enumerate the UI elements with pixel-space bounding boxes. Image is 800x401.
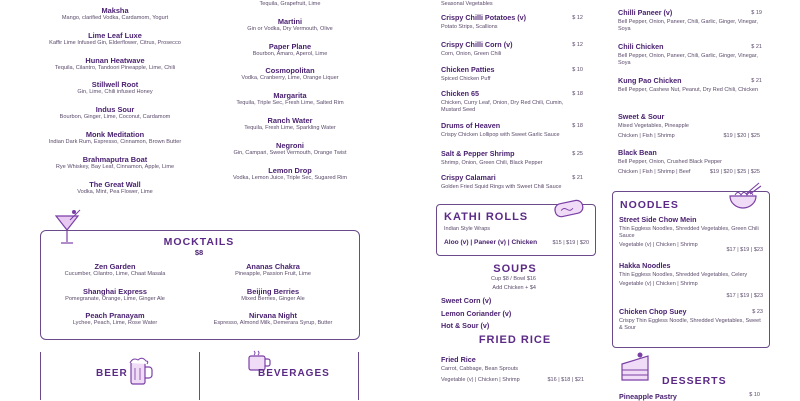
menu-item-price: $ 18: [572, 91, 583, 97]
menu-item-price: $ 25: [572, 151, 583, 157]
drink-desc: Vodka, Cranberry, Lime, Orange Liquer: [241, 75, 339, 82]
menu-item-price: $17 | $19 | $23: [726, 293, 763, 299]
kathi-rolls-desc: Indian Style Wraps: [444, 226, 491, 232]
drink-desc: Mixed Berries, Ginger Ale: [241, 295, 305, 302]
drink-name: Brahmaputra Boat: [82, 154, 148, 164]
beverages-title: BEVERAGES: [258, 368, 330, 379]
drink-item: [30, 155, 200, 171]
fried-rice-desc: Carrot, Cabbage, Bean Sprouts: [441, 366, 519, 372]
drink-desc: Lychee, Peach, Lime, Rose Water: [72, 320, 158, 326]
drink-desc: Bourbon, Amaro, Aperol, Lime: [252, 50, 328, 57]
soup-item: Hot & Sour (v): [441, 321, 490, 330]
menu-item-desc: Crispy Thin Eggless Noodle, Shredded Vegetables, Sweet & Sour: [619, 318, 761, 331]
drink-name: Lime Leaf Luxe: [88, 30, 142, 40]
menu-item-desc: Spiced Chicken Puff: [441, 76, 491, 82]
drink-desc: Pomegranate, Orange, Lime, Ginger Ale: [65, 295, 165, 302]
menu-item-name: Kung Pao Chicken: [618, 76, 682, 85]
drink-desc: Gin or Vodka, Dry Vermouth, Olive: [247, 25, 333, 32]
menu-item-desc: Crispy Chicken Lollipop with Sweet Garlic Sauce: [441, 132, 560, 138]
fried-rice-name: Fried Rice: [441, 355, 476, 364]
menu-item-desc: Potato Strips, Scallions: [441, 24, 498, 30]
menu-item-name: Chili Chicken: [618, 42, 664, 51]
drink-desc: Tequila, Cilantro, Tandoori Pineapple, Lime, Chili: [54, 64, 176, 71]
menu-item: [441, 121, 583, 139]
drink-item: [40, 311, 190, 327]
divider-center: [199, 352, 200, 400]
menu-item-desc: Bell Pepper, Onion, Paneer, Chili, Garlic, Ginger, Vinegar, Soya: [618, 53, 758, 66]
fried-rice-price: $16 | $18 | $21: [547, 377, 584, 383]
kathi-rolls-options: Aloo (v) | Paneer (v) | Chicken: [444, 239, 538, 246]
drink-desc: Vodka, Mint, Pea Flower, Lime: [77, 188, 153, 195]
soups-title: SOUPS: [493, 263, 537, 275]
divider-right: [358, 352, 359, 400]
mocktails-price: $8: [194, 248, 204, 257]
menu-item-price: $ 21: [751, 44, 762, 50]
drink-desc: Bourbon, Ginger, Lime, Coconut, Cardamom: [59, 114, 171, 121]
noodle-bowl-icon: [726, 182, 762, 212]
menu-item: [619, 307, 763, 332]
fried-rice-title: FRIED RICE: [478, 334, 552, 346]
menu-item: [618, 8, 762, 33]
menu-item-name: Crispy Chilli Corn (v): [441, 40, 513, 49]
drink-item: [40, 262, 190, 278]
drink-name: Zen Garden: [94, 262, 136, 271]
menu-item: [618, 42, 762, 67]
dessert-item-name: Pineapple Pastry: [619, 392, 677, 401]
black-bean-name: Black Bean: [618, 148, 657, 157]
drink-name: Lemon Drop: [268, 165, 312, 175]
drink-name: Ranch Water: [267, 116, 313, 125]
drink-name: Margarita: [273, 91, 307, 101]
sweet-sour-options: Chicken | Fish | Shrimp: [618, 133, 675, 139]
drink-desc: Cucumber, Cilantro, Lime, Chaat Masala: [64, 271, 166, 277]
drink-desc: Tequila, Fresh Lime, Sparkling Water: [244, 125, 336, 131]
menu-item: [441, 13, 583, 31]
menu-item-name: Crispy Calamari: [441, 173, 496, 182]
menu-item: [441, 149, 583, 167]
drink-item: [30, 56, 200, 72]
menu-item-name: Crispy Chilli Potatoes (v): [441, 13, 527, 22]
menu-item-desc: Bell Pepper, Onion, Paneer, Chili, Garlic, Ginger, Vinegar, Soya: [618, 19, 758, 32]
menu-item: [618, 76, 762, 94]
drink-item: [30, 180, 200, 196]
soup-item: Lemon Coriander (v): [441, 308, 512, 318]
black-bean-desc: Bell Pepper, Onion, Crushed Black Pepper: [618, 159, 722, 165]
drink-desc: Mango, clarified Vodka, Cardamom, Yogurt: [61, 15, 169, 21]
black-bean-price: $19 | $20 | $25 | $25: [709, 169, 760, 175]
black-bean-options: Chicken | Fish | Shrimp | Beef: [618, 169, 691, 175]
drink-name: Shanghai Express: [82, 286, 148, 296]
drink-item: [198, 287, 348, 303]
kathi-roll-icon: [552, 197, 586, 221]
menu-item: [441, 40, 583, 58]
drink-item: [210, 91, 370, 107]
drink-item: [30, 6, 200, 22]
menu-item-desc: Corn, Onion, Green Chili: [441, 51, 502, 57]
menu-item-desc: Thin Eggless Noodles, Shredded Vegetables, Celery: [619, 272, 748, 278]
menu-item-price: $ 12: [572, 42, 583, 48]
menu-item-options: Vegetable (v) | Chicken | Shrimp: [619, 242, 698, 248]
menu-item-price: $ 19: [751, 10, 762, 16]
soup-item: Sweet Corn (v): [441, 296, 492, 305]
drink-name: Stillwell Root: [91, 80, 139, 90]
drink-item: [210, 166, 370, 182]
drink-item: [210, 116, 370, 132]
menu-item-name: Drums of Heaven: [441, 121, 501, 130]
menu-item: [441, 89, 583, 114]
kathi-rolls-title: KATHI ROLLS: [444, 211, 529, 223]
drink-name: Nirvana Night: [248, 311, 298, 320]
soups-add-chicken: Add Chicken + $4: [492, 285, 536, 291]
seasonal-vegetables-desc: Seasonal Vegetables: [441, 1, 493, 7]
soups-price-cup-bowl: Cup $8 / Bowl $16: [491, 276, 536, 282]
drink-desc: Rye Whiskey, Bay Leaf, Cinnamon, Apple, Lime: [55, 163, 175, 170]
menu-item-desc: Chicken, Curry Leaf, Onion, Dry Red Chili, Cumin, Mustard Seed: [441, 100, 564, 113]
menu-item-name: Chicken 65: [441, 89, 479, 98]
menu-item-desc: Thin Eggless Noodles, Shredded Vegetables, Green Chili Sauce: [619, 226, 759, 239]
menu-item-desc: Shrimp, Onion, Green Chili, Black Pepper: [441, 160, 543, 166]
beer-mug-icon: [128, 354, 154, 388]
mocktails-title: MOCKTAILS: [163, 236, 235, 248]
menu-item-name: Hakka Noodles: [619, 261, 671, 270]
drink-name: Paper Plane: [268, 41, 312, 51]
drink-item: [210, 66, 370, 82]
cake-slice-icon: [618, 350, 654, 384]
menu-item-name: Chicken Chop Suey: [619, 307, 687, 316]
drink-item: [40, 287, 190, 303]
fried-rice-options: Vegetable (v) | Chicken | Shrimp: [441, 377, 520, 383]
drink-name: Cosmopolitan: [265, 66, 315, 76]
desserts-title: DESSERTS: [662, 375, 727, 387]
drink-desc: Vodka, Lemon Juice, Triple Sec, Sugared Rim: [232, 174, 348, 181]
drink-item: [30, 80, 200, 96]
menu-item: [441, 173, 583, 191]
drink-name: Beijing Berries: [246, 286, 300, 296]
drink-desc: Gin, Campari, Sweet Vermouth, Orange Twist: [233, 149, 347, 156]
menu-item-price: $ 21: [751, 78, 762, 84]
drink-name: The Great Wall: [89, 179, 141, 189]
drink-desc: Espresso, Almond Milk, Demerara Syrup, Butter: [213, 320, 333, 326]
drink-item: [210, 17, 370, 33]
menu-item-price: $17 | $19 | $23: [726, 247, 763, 253]
sweet-sour-price: $19 | $20 | $25: [723, 133, 760, 139]
menu-item-name: Street Side Chow Mein: [619, 215, 697, 224]
menu-item-name: Chilli Paneer (v): [618, 8, 673, 17]
drink-item: [198, 311, 348, 327]
menu-item: [619, 261, 763, 299]
drink-name: Monk Meditation: [85, 130, 145, 139]
drink-desc: Gin, Lime, Chili infused Honey: [77, 89, 153, 96]
menu-item-desc: Golden Fried Squid Rings with Sweet Chili Sauce: [441, 184, 562, 190]
drink-item: [210, 141, 370, 157]
drink-name: Martini: [277, 16, 303, 26]
drink-name: Maksha: [101, 6, 129, 15]
menu-item-desc: Bell Pepper, Cashew Nut, Peanut, Dry Red Chili, Chicken: [618, 87, 759, 93]
drink-name: Peach Pranayam: [85, 311, 145, 320]
drink-item: [30, 130, 200, 146]
kathi-rolls-price: $15 | $19 | $20: [552, 240, 589, 246]
drink-item: [30, 31, 200, 47]
menu-item: [619, 215, 763, 253]
drink-item: [198, 262, 348, 278]
noodles-title: NOODLES: [620, 199, 679, 211]
divider-left: [40, 352, 41, 400]
menu-item-name: Salt & Pepper Shrimp: [441, 149, 515, 158]
menu-item-price: $ 21: [572, 175, 583, 181]
drink-name: Hunan Heatwave: [85, 55, 145, 65]
menu-item-name: Chicken Patties: [441, 65, 495, 74]
menu-item-price: $ 18: [572, 123, 583, 129]
sweet-sour-name: Sweet & Sour: [618, 112, 665, 121]
drink-name: Negroni: [276, 140, 304, 150]
beer-title: BEER: [96, 368, 128, 379]
drink-desc: Tequila, Triple Sec, Fresh Lime, Salted Rim: [236, 100, 344, 107]
menu-item-price: $ 12: [572, 15, 583, 21]
menu-item-price: $ 23: [752, 309, 763, 315]
menu-item: [441, 65, 583, 83]
menu-item-options: Vegetable (v) | Chicken | Shrimp: [619, 281, 698, 287]
drink-item: [30, 105, 200, 121]
drink-name: Ananas Chakra: [246, 262, 300, 271]
drink-desc: Tequila, Grapefruit, Lime: [259, 1, 321, 7]
drink-desc: Pineapple, Passion Fruit, Lime: [235, 271, 311, 277]
drink-desc: Kaffir Lime Infused Gin, Elderflower, Citrus, Prosecco: [49, 39, 181, 46]
sweet-sour-desc: Mixed Vegetables, Pineapple: [618, 123, 689, 129]
drink-desc: Indian Dark Rum, Espresso, Cinnamon, Brown Butter: [48, 139, 182, 145]
dessert-item-price: $ 10: [749, 392, 760, 398]
menu-item-price: $ 10: [572, 67, 583, 73]
drink-item: [210, 42, 370, 58]
drink-item: [210, 0, 370, 8]
drink-name: Indus Sour: [95, 105, 135, 115]
